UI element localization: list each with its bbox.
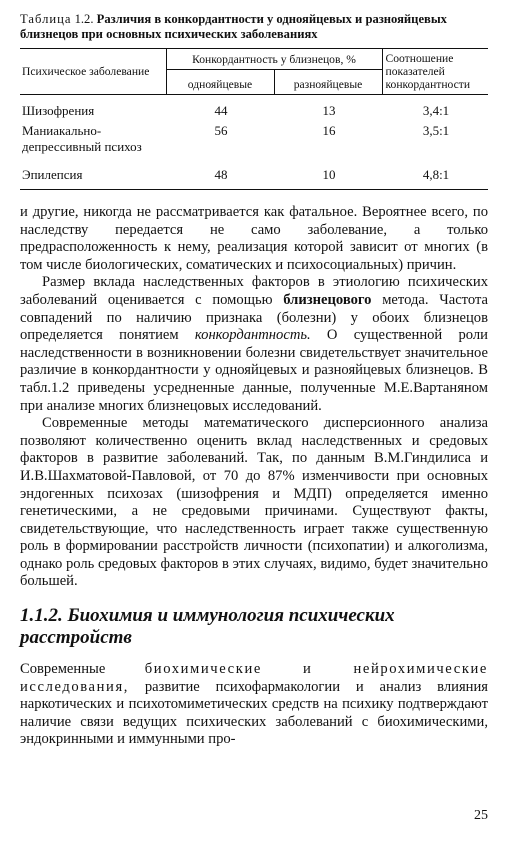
table-row — [20, 119, 488, 155]
row-di: 13 — [322, 103, 336, 118]
table-caption-number: 1.2. — [74, 12, 94, 26]
section-heading: 1.1.2. Биохимия и иммунология психических расстройств — [20, 605, 395, 649]
row-mono: 44 — [214, 103, 228, 118]
row-disease: Шизофрения — [22, 103, 95, 118]
paragraph-3: Современные методы математического дисперсионного анализа позволяют количественно оценить вклад наследственных и средовых факторов в развитие заболеваний. Так, по данным В.М.Гиндилиса и И.В.Шахматовой-Павловой, от 70 до 87% изменчивости при основных эндогенных психозах (шизофрения и МДП) определяется именно генетическими, а не средовыми причинами. Существуют факты, свидетельствующие, что наследственность играет также существенную роль в формировании расстройств личности (психопатии) и алкоголизма, однако роль средовых факторов в этих случаях, видимо, будет значительно большей. — [20, 415, 488, 590]
table-caption — [20, 12, 488, 42]
table-row — [20, 155, 488, 190]
page — [20, 12, 488, 749]
twin-method-term: близнецового — [283, 291, 372, 308]
row-ratio: 4,8:1 — [382, 155, 488, 190]
concordance-table — [20, 48, 488, 190]
paragraph-1: и другие, никогда не рассматривается как фатальное. Вероятнее всего, по наследству передается не само заболевание, а только предрасположенность к нему, реализация которой зависит от многих (в том числе биологических, соматических и психосоциальных) причин. — [20, 204, 488, 273]
header-mono: однояйцевые — [166, 70, 274, 95]
paragraph-2-part-a: Размер вклада наследственных факторов в этиологию психических заболеваний оценивается с помощью — [20, 274, 488, 308]
paragraph-2 — [20, 274, 488, 415]
row-disease: Маниакально-депрессивный психоз — [22, 123, 142, 154]
row-ratio: 3,5:1 — [422, 123, 450, 138]
paragraph-4-part-c: развитие психофармакологии и анализ влияния наркотических и психотомиметических средств на психику подтверждают наличие связи ведущих психических заболеваний с биохимическими, эндокринными и иммунными про- — [20, 678, 488, 748]
row-mono: 56 — [214, 123, 228, 138]
header-ratio: Соотношение показателей конкордантности — [382, 49, 488, 95]
concordance-term: конкордантность. — [194, 327, 311, 344]
table-row — [20, 95, 488, 120]
table-caption-label: Таблица — [20, 12, 72, 26]
table-header-row — [20, 49, 488, 70]
biochem-research-term: биохимические и нейрохимические исследования, — [20, 661, 488, 695]
header-disease: Психическое заболевание — [20, 49, 166, 95]
row-di: 10 — [274, 155, 382, 190]
paragraph-4-part-a: Современные — [20, 661, 145, 678]
paragraph-4 — [20, 661, 488, 749]
header-concordance: Конкордантность у близнецов, % — [166, 49, 382, 70]
paragraph-2-part-e: О существенной роли наследственности в возникновении болезни свидетельствует значительное различие в конкордантности у однояйцевых и разнояйцевых близнецов. В табл.1.2 приведены усредненные данные, полученные М.Е.Вартаняном при анализе многих близнецовых исследований. — [20, 327, 488, 414]
row-ratio: 3,4:1 — [422, 103, 450, 118]
row-mono: 48 — [166, 155, 274, 190]
header-di: разнояйцевые — [274, 70, 382, 95]
page-number: 25 — [474, 808, 488, 823]
row-di: 16 — [322, 123, 336, 138]
table-caption-title: Различия в конкордантности у однояйцевых и разнояйцевых близнецов при основных психических заболеваниях — [20, 12, 447, 41]
paragraph-2-part-c: метода. Частота совпадений по наличию признака (болезни) у обоих близнецов определяется понятием — [20, 291, 488, 344]
row-disease: Эпилепсия — [20, 155, 166, 190]
